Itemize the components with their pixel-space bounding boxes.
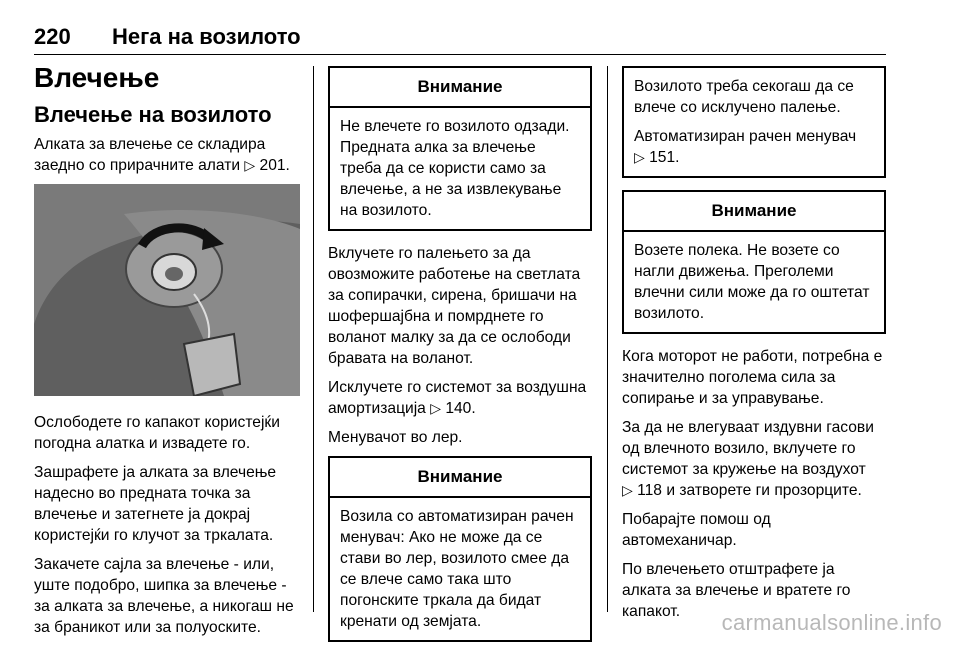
paragraph-after-towing: По влечењето отштрафете ја алката за влечење и вратете го капакот. — [622, 561, 851, 620]
warning-box-continued — [622, 66, 886, 178]
page-ref-icon: ▷ — [622, 482, 633, 498]
warning-text-gearbox-ref: Автоматизиран рачен менувач ▷ 151. — [634, 128, 857, 166]
paragraph-engine-off: Кога моторот не работи, потребна е значително поголема сила за сопирање и за управување. — [622, 348, 883, 407]
warning-heading: Внимание — [330, 68, 590, 108]
intro-paragraph: Алката за влечење се складира заедно со прирачните алати ▷ 201. — [34, 136, 290, 174]
paragraph-mechanic: Побарајте помош од автомеханичар. — [622, 511, 771, 549]
column-2 — [328, 66, 592, 654]
warning-heading: Внимание — [624, 192, 884, 232]
section-subtitle: Влечење на возилото — [34, 102, 272, 127]
warning-box-drive-slowly — [622, 190, 886, 334]
warning-box-rear-towing — [328, 66, 592, 231]
paragraph-attach-rope: Закачете сајла за влечење - или, уште подобро, шипка за влечење - за алката за влечење, а никогаш не за браникот или за полуоските. — [34, 556, 294, 636]
page-ref-icon: ▷ — [244, 157, 256, 173]
column-divider-2 — [607, 66, 608, 612]
towing-eye-cover-illustration — [34, 184, 300, 396]
paragraph-remove-cover: Ослободете го капакот користејќи погодна алатка и извадете го. — [34, 414, 280, 452]
warning-text: Не влечете го возилото одзади. Предната алка за влечење треба да се користи само за влечење, а не за извлекување на возилото. — [340, 118, 570, 219]
page-number: 220 — [34, 24, 71, 49]
warning-text-ignition-off: Возилото треба секогаш да се влече со исклучено палење. — [634, 78, 854, 116]
paragraph-ignition: Вклучете го палењето за да овозможите работење на светлата за сопирачки, сирена, бришачи на шофершајбна и помрднете го воланот малку за да се ослободи бравата на воланот. — [328, 245, 581, 367]
page-header — [34, 22, 886, 55]
paragraph-screw-eye: Зашрафете ја алката за влечење надесно во предната точка за влечење и затегнете ја докрај користејќи го клучот за тркалата. — [34, 464, 277, 544]
column-divider-1 — [313, 66, 314, 612]
warning-box-automated-gearbox — [328, 456, 592, 642]
section-title: Влечење — [34, 62, 160, 93]
warning-text: Возила со автоматизиран рачен менувач: Ако не може да се стави во лер, возилото смее да се влече само така што погонските тркала да бидат кренати од земјата. — [340, 508, 574, 630]
page-ref-icon: ▷ — [430, 400, 441, 416]
paragraph-neutral: Менувачот во лер. — [328, 429, 463, 446]
column-1 — [34, 60, 300, 646]
paragraph-air-suspension: Исклучете го системот за воздушна амортизација ▷ 140. — [328, 379, 587, 417]
paragraph-exhaust: За да не влегуваат издувни гасови од влечното возило, вклучете го системот за кружење на воздухот ▷ 118 и затворете ги прозорците. — [622, 419, 874, 499]
warning-text: Возете полека. Не возете со нагли движења. Преголеми влечни сили може да го оштетат возилото. — [634, 242, 870, 322]
page-ref-icon: ▷ — [634, 149, 645, 165]
watermark: carmanualsonline.info — [721, 610, 942, 635]
column-3 — [622, 66, 886, 630]
running-title: Нега на возилото — [112, 24, 301, 49]
warning-heading: Внимание — [330, 458, 590, 498]
